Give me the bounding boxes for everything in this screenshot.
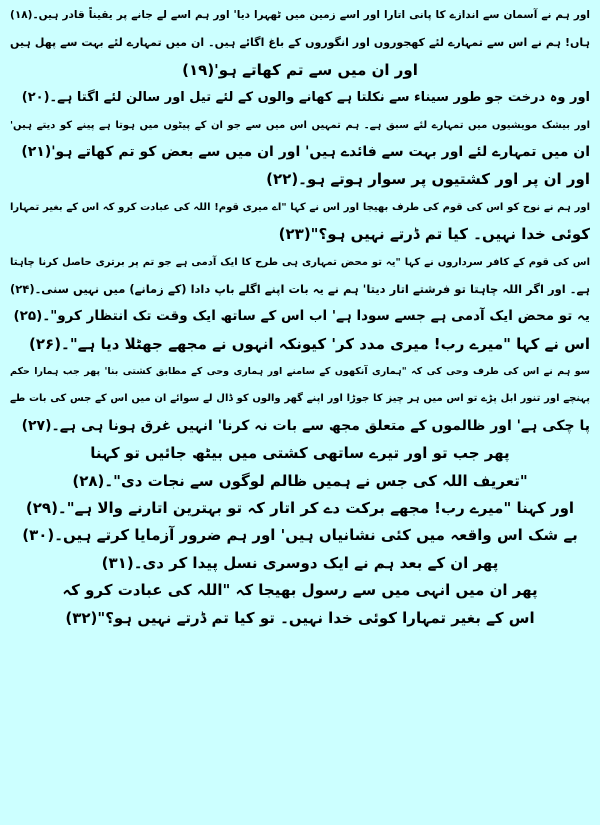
text-line: سو ہم نے اس کی طرف وحی کی کہ "ہماری آنکھوں کے سامنے اور ہماری وحی کے مطابق کشتی بنا' پھر جب ہمارا حکم: [10, 366, 590, 378]
text-line: اور ان پر اور کشتیوں پر سوار ہوتے ہو۔(۲۲): [266, 170, 590, 189]
text-line: "تعریف اللہ کی جس نے ہمیں ظالم لوگوں سے نجات دی"۔(۲۸): [72, 471, 528, 490]
text-line: اس کے بغیر تمہارا کوئی خدا نہیں۔ تو کیا تم ڈرتے نہیں ہو؟"(۳۲): [65, 608, 535, 627]
text-line: پھر ان میں انہی میں سے رسول بھیجا کہ "اللہ کی عبادت کرو کہ: [62, 581, 538, 600]
text-line: ہاں! ہم نے اس سے تمہارے لئے کھجوروں اور انگوروں کے باغ اگائے ہیں۔ ان میں تمہارے لئے بہت سے پھل ہیں: [10, 36, 590, 50]
text-line: اور کہنا "میرے رب! مجھے برکت دے کر اتار کہ تو بہترین اتارنے والا ہے"۔(۲۹): [25, 499, 575, 518]
text-line: اور ہم نے نوح کو اس کی قوم کی طرف بھیجا اور اس نے کہا "اے میری قوم! اللہ کی عبادت کرو کہ اس کے بغیر تمہارا: [10, 201, 590, 213]
text-line: پھر ان کے بعد ہم نے ایک دوسری نسل پیدا کر دی۔(۳۱): [101, 553, 499, 572]
text-line: کوئی خدا نہیں۔ کیا تم ڈرتے نہیں ہو؟"(۲۳): [278, 225, 590, 244]
text-line: ان میں تمہارے لئے اور بہت سے فائدے ہیں' اور ان میں سے بعض کو تم کھاتے ہو'(۲۱): [21, 143, 590, 160]
text-line: پہنچے اور تنور ابل پڑے تو اس میں ہر چیز کا جوڑا اور اپنے گھر والوں کو ڈال لے سوائے ان میں اس کے جس کی بات طے: [10, 393, 590, 405]
text-line: اس نے کہا "میرے رب! میری مدد کر' کیونکہ انہوں نے مجھے جھٹلا دیا ہے"۔(۲۶): [29, 334, 590, 353]
text-line: اور ہم نے آسمان سے اندازے کا پانی اتارا اور اسے زمین میں ٹھہرا دیا' اور ہم اسے لے جانے پر یقیناً قادر ہیں۔(۱۸): [10, 9, 590, 21]
text-line: اس کی قوم کے کافر سرداروں نے کہا "یہ تو محض تمہاری ہی طرح کا ایک آدمی ہے جو تم پر برتری حاصل کرنا چاہتا: [10, 256, 590, 268]
text-line: اور بیشک مویشیوں میں تمہارے لئے سبق ہے۔ ہم تمہیں اس میں سے جو ان کے پیٹوں میں ہوتا ہے پینے کو دیتے ہیں': [10, 119, 590, 131]
text-line: بے شک اس واقعہ میں کئی نشانیاں ہیں' اور ہم ضرور آزمایا کرتے ہیں۔(۳۰): [22, 526, 578, 545]
text-line: یہ تو محض ایک آدمی ہے جسے سودا ہے' اب اس کے ساتھ ایک وقت تک انتظار کرو"۔(۲۵): [13, 308, 590, 325]
text-line: پا چکی ہے' اور ظالموں کے متعلق مجھ سے بات نہ کرنا' انہیں غرق ہونا ہی ہے۔(۲۷): [21, 417, 590, 434]
text-line: اور ان میں سے تم کھاتے ہو'(۱۹): [182, 60, 418, 79]
text-line: پھر جب تو اور تیرے ساتھی کشتی میں بیٹھ جائیں تو کہنا: [90, 444, 510, 463]
text-line: اور وہ درخت جو طور سیناء سے نکلتا ہے کھانے والوں کے لئے تیل اور سالن لئے اگتا ہے۔(۲۰): [21, 90, 590, 106]
text-line: ہے۔ اور اگر اللہ چاہتا تو فرشتے اتار دیتا' ہم نے یہ بات اپنے اگلے باپ دادا (کے زمانے) میں نہیں سنی۔(۲۴): [10, 281, 590, 296]
